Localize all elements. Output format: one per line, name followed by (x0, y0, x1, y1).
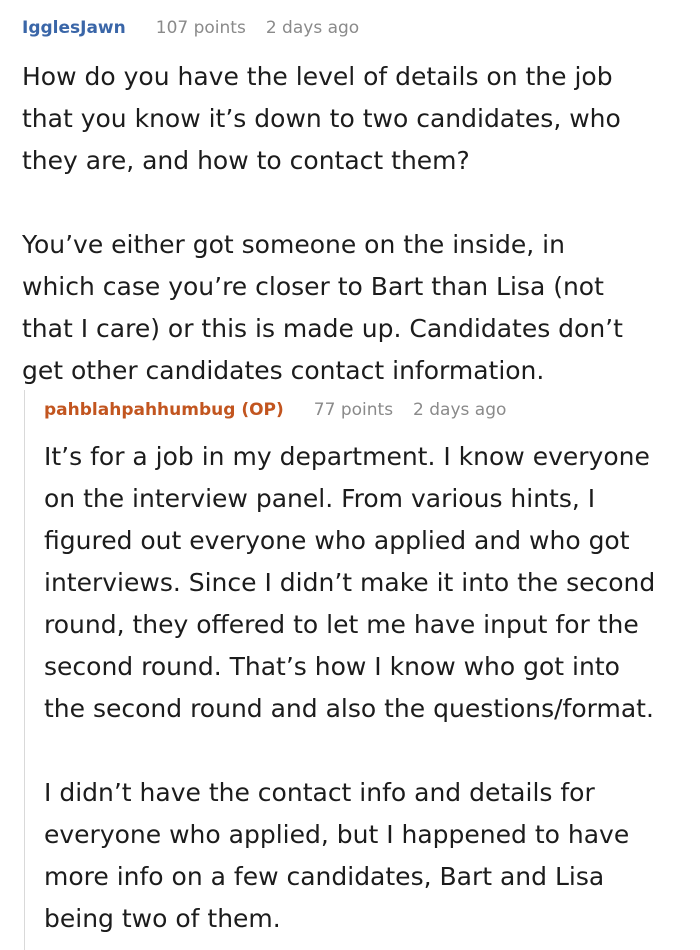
comment-op-reply (44, 400, 700, 940)
reply-thread (24, 390, 700, 950)
comment-author-link[interactable]: IgglesJawn (22, 18, 126, 38)
comment-paragraph: It’s for a job in my department. I know everyone on the interview panel. From various hints, I figured out everyone who applied and who got interviews. Since I didn’t make it into the second round, they offered to let me have input for the second round. That’s how I know who got into the second round and also the questions/format. (44, 442, 656, 723)
comment-igglesjawn (22, 18, 692, 392)
comment-timestamp[interactable]: 2 days ago (413, 400, 507, 420)
comment-meta (44, 400, 700, 424)
comment-points: 107 points (155, 18, 246, 38)
comment-body (22, 56, 692, 392)
comment-points: 77 points (313, 400, 394, 420)
comment-paragraph: I didn’t have the contact info and details for everyone who applied, but I happened to have more info on a few candidates, Bart and Lisa being two of them. (44, 778, 630, 933)
comment-timestamp[interactable]: 2 days ago (265, 18, 360, 38)
comment-body (44, 436, 700, 940)
comment-paragraph: You’ve either got someone on the inside, in which case you’re closer to Bart than Lisa (not that I care) or this is made up. Candidates don’t get other candidates contact information. (22, 230, 623, 385)
comment-meta (22, 18, 692, 42)
comment-paragraph: How do you have the level of details on the job that you know it’s down to two candidates, who they are, and how to contact them? (22, 62, 621, 175)
comment-author-link[interactable]: pahblahpahhumbug (OP) (44, 400, 284, 420)
